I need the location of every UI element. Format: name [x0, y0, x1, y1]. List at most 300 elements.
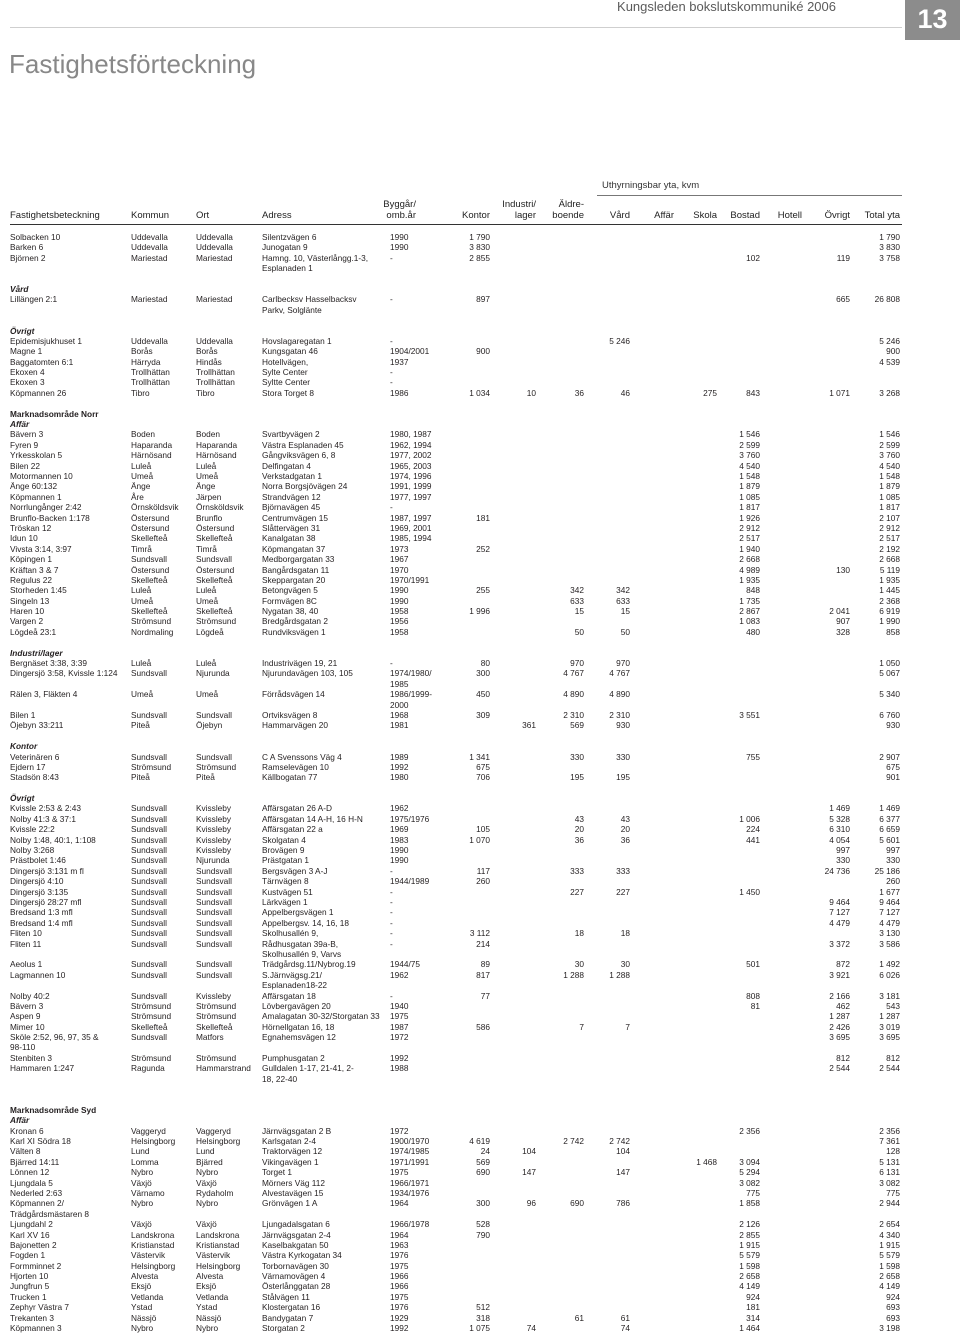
- table-cell: 1 677: [879, 886, 900, 897]
- table-cell: 930: [886, 720, 900, 731]
- table-row: [0, 450, 960, 460]
- table-cell: Nolby 3:268: [10, 845, 55, 856]
- table-cell: 5 579: [879, 1250, 900, 1261]
- table-cell: Nederled 2:63: [10, 1187, 63, 1198]
- table-cell: Amalagatan 30-32/Storgatan 33: [262, 1011, 380, 1022]
- table-cell: Ramselevägen 10: [262, 761, 329, 772]
- table-cell: 260: [476, 876, 490, 887]
- table-cell: Aspen 9: [10, 1011, 41, 1022]
- table-cell: 1 790: [879, 232, 900, 242]
- table-row: [0, 959, 960, 969]
- table-cell: Dingersjö 28:27 mfl: [10, 897, 82, 907]
- table-cell: Idun 10: [10, 533, 38, 544]
- table-cell: Västra Kyrkogatan 34: [262, 1250, 342, 1261]
- table-cell: 569: [476, 1156, 490, 1167]
- table-cell: 6 919: [879, 606, 900, 617]
- table-cell: 195: [616, 772, 630, 783]
- table-cell: Vaggeryd: [131, 1125, 166, 1136]
- table-cell: Medborgargatan 33: [262, 554, 335, 565]
- table-cell: 755: [746, 751, 760, 762]
- col-fastighetsbeteckning: Fastighetsbeteckning: [10, 210, 100, 221]
- col-affar: Affär: [654, 210, 674, 221]
- table-cell: Trucken 1: [10, 1291, 47, 1302]
- table-cell: -: [390, 897, 393, 907]
- table-cell: Strömsund: [196, 1052, 237, 1063]
- table-cell: 1977, 1997: [390, 491, 432, 502]
- table-cell: 2 668: [739, 554, 760, 565]
- table-cell: 3 130: [879, 928, 900, 939]
- table-cell: 1 817: [739, 502, 760, 513]
- table-cell: 1990: [390, 845, 409, 856]
- table-cell: Nolby 40:2: [10, 990, 50, 1001]
- table-cell: Borås: [131, 346, 153, 357]
- table-cell: 36: [574, 834, 584, 845]
- table-cell: 2 368: [879, 595, 900, 606]
- table-cell: 569: [570, 720, 584, 731]
- row-spacer: [0, 1094, 960, 1104]
- table-row: [0, 471, 960, 481]
- table-row: [0, 616, 960, 626]
- table-cell: Sundsvall: [131, 990, 167, 1001]
- table-cell: 1 790: [469, 232, 490, 242]
- table-cell: Alvesta: [131, 1271, 159, 1282]
- table-cell: 5 119: [879, 564, 900, 575]
- table-cell: 5 131: [879, 1156, 900, 1167]
- table-cell: 2 907: [879, 751, 900, 762]
- table-cell: Fliten 10: [10, 928, 42, 939]
- table-cell: 1 469: [829, 803, 850, 814]
- table-cell: 2000: [390, 699, 409, 710]
- header-rule: [10, 224, 902, 225]
- table-cell: Sköle 2:52, 96, 97, 35 &: [10, 1032, 99, 1043]
- table-cell: Hammaren 1:247: [10, 1063, 75, 1074]
- section-heading-label: Affär: [10, 1115, 30, 1126]
- table-cell: Västervik: [196, 1250, 231, 1261]
- table-cell: 2 192: [879, 543, 900, 554]
- table-row: [0, 991, 960, 1001]
- table-cell: Appelbergsvägen 1: [262, 907, 334, 918]
- table-cell: Bangårdsgatan 11: [262, 564, 330, 575]
- table-cell: Stenbiten 3: [10, 1052, 52, 1063]
- table-cell: 18: [620, 928, 630, 939]
- col-bostad: Bostad: [730, 210, 760, 221]
- table-row: [0, 762, 960, 772]
- table-cell: 3 112: [469, 928, 490, 939]
- table-cell: Strömsund: [131, 1000, 172, 1011]
- table-cell: 997: [886, 845, 900, 856]
- table-row: [0, 803, 960, 813]
- table-cell: 1 879: [739, 481, 760, 492]
- table-cell: 18, 22-40: [262, 1073, 298, 1084]
- table-cell: 119: [836, 252, 850, 263]
- table-row: [0, 1230, 960, 1240]
- table-cell: Kanalgatan 38: [262, 533, 316, 544]
- table-cell: 1974/1985: [390, 1146, 430, 1157]
- table-cell: Kvissleby: [196, 990, 232, 1001]
- page-number: 13: [905, 0, 960, 40]
- table-cell: Björnavägen 45: [262, 502, 321, 513]
- table-cell: Härryda: [131, 356, 161, 367]
- table-cell: Torbornavägen 30: [262, 1260, 329, 1271]
- table-row: [0, 1198, 960, 1208]
- table-row: [0, 554, 960, 564]
- table-cell: 6 659: [879, 824, 900, 835]
- table-cell: Svartbyvägen 2: [262, 429, 320, 440]
- table-cell: 2 742: [563, 1135, 584, 1146]
- table-row: [0, 866, 960, 876]
- table-cell: -: [390, 907, 393, 918]
- table-cell: Sundsvall: [131, 803, 167, 814]
- table-cell: 1975: [390, 1167, 409, 1178]
- table-cell: Härnösand: [196, 450, 237, 461]
- table-cell: 633: [616, 595, 630, 606]
- table-cell: 2 517: [739, 533, 760, 544]
- table-cell: 1966: [390, 1281, 409, 1292]
- table-cell: Köpmannen 3: [10, 1323, 62, 1333]
- table-cell: Brunflo-Backen 1:178: [10, 512, 90, 523]
- table-cell: 15: [620, 606, 630, 617]
- table-cell: 480: [746, 626, 760, 637]
- table-cell: 3 181: [879, 990, 900, 1001]
- table-cell: Sundsvall: [196, 907, 232, 918]
- table-cell: Tibro: [131, 387, 150, 398]
- table-row: [0, 752, 960, 762]
- table-cell: Esplanaden 1: [262, 263, 313, 274]
- table-cell: Sylte Center: [262, 367, 308, 378]
- table-cell: 3 094: [739, 1156, 760, 1167]
- table-row: [0, 710, 960, 720]
- table-cell: Vikingavägen 1: [262, 1156, 319, 1167]
- table-cell: 3 758: [879, 252, 900, 263]
- table-cell: 9 464: [829, 897, 850, 907]
- table-cell: 1974/1980/: [390, 668, 432, 679]
- table-cell: 1965, 2003: [390, 460, 432, 471]
- table-cell: Ragunda: [131, 1063, 165, 1074]
- table-cell: Strömsund: [131, 616, 172, 627]
- table-row: [0, 928, 960, 938]
- table-cell: Gångviksvägen 6, 8: [262, 450, 336, 461]
- table-cell: Trollhättan: [131, 377, 170, 388]
- table-cell: Hammarstrand: [196, 1063, 251, 1074]
- table-cell: 775: [746, 1187, 760, 1198]
- table-cell: 512: [476, 1302, 490, 1313]
- table-cell: Piteå: [196, 772, 215, 783]
- table-cell: 7: [579, 1021, 584, 1032]
- table-cell: Sundsvall: [196, 959, 232, 970]
- table-cell: 1 006: [739, 813, 760, 824]
- table-cell: 2 356: [739, 1125, 760, 1136]
- table-cell: 4 479: [879, 917, 900, 928]
- table-cell: Nybro: [196, 1323, 219, 1333]
- table-row: [0, 970, 960, 980]
- table-cell: 1 548: [739, 470, 760, 481]
- table-cell: Affärsgatan 26 A-D: [262, 803, 332, 814]
- table-cell: -: [390, 990, 393, 1001]
- table-cell: Sundsvall: [196, 876, 232, 887]
- table-cell: 4 890: [609, 689, 630, 700]
- table-cell: 675: [476, 761, 490, 772]
- table-cell: Hjorten 10: [10, 1271, 49, 1282]
- table-cell: 24 736: [824, 865, 850, 876]
- table-cell: Norra Borgsjövägen 24: [262, 481, 348, 492]
- table-cell: 333: [616, 865, 630, 876]
- table-cell: 790: [476, 1229, 490, 1240]
- table-cell: 43: [620, 813, 630, 824]
- table-cell: Esplanaden18-22: [262, 980, 328, 991]
- table-cell: Växjö: [131, 1177, 152, 1188]
- row-spacer: [0, 315, 960, 325]
- table-cell: Luleå: [131, 658, 152, 669]
- table-cell: 2 658: [739, 1271, 760, 1282]
- table-cell: 309: [476, 709, 490, 720]
- table-cell: Ljungdala 5: [10, 1177, 53, 1188]
- table-row: [0, 461, 960, 471]
- section-heading-label: Vård: [10, 283, 29, 294]
- table-row: [0, 305, 960, 315]
- table-row: [0, 1281, 960, 1291]
- table-cell: Kaselbakgatan 50: [262, 1239, 329, 1250]
- table-cell: 924: [746, 1291, 760, 1302]
- col-total-yta: Total yta: [864, 210, 900, 221]
- table-cell: 1980, 1987: [390, 429, 432, 440]
- table-cell: Stålvägen 11: [262, 1291, 310, 1302]
- table-row: [0, 523, 960, 533]
- table-cell: Köpmannen 2/: [10, 1198, 64, 1209]
- table-cell: Sundsvall: [196, 554, 232, 565]
- table-cell: 1992: [390, 1323, 409, 1333]
- table-cell: Bredgårdsgatan 2: [262, 616, 328, 627]
- table-cell: Skellefteå: [131, 533, 168, 544]
- table-cell: 5 067: [879, 668, 900, 679]
- table-cell: Motormannen 10: [10, 470, 73, 481]
- table-cell: Parkv, Solgläntе: [262, 304, 322, 315]
- table-cell: 1964: [390, 1229, 409, 1240]
- table-cell: Pumphusgatan 2: [262, 1052, 325, 1063]
- table-cell: Skolhusallén 9, Varvs: [262, 948, 342, 959]
- table-cell: 1987, 1997: [390, 512, 432, 523]
- table-row: [0, 1157, 960, 1167]
- table-cell: Välten 8: [10, 1146, 41, 1157]
- table-cell: Affärsgatan 14 A-H, 16 H-N: [262, 813, 363, 824]
- table-cell: 1972: [390, 1125, 409, 1136]
- table-row: [0, 429, 960, 439]
- table-row: [0, 918, 960, 928]
- table-row: [0, 876, 960, 886]
- table-cell: Kristianstad: [196, 1239, 240, 1250]
- table-cell: Sundsvall: [131, 959, 167, 970]
- table-cell: Helsingborg: [196, 1260, 241, 1271]
- table-cell: 1 735: [739, 595, 760, 606]
- table-row: [0, 585, 960, 595]
- table-cell: Mariestad: [131, 294, 168, 305]
- table-cell: Järpen: [196, 491, 222, 502]
- table-cell: 3 372: [829, 938, 850, 949]
- table-cell: 693: [886, 1312, 900, 1323]
- table-cell: Luleå: [196, 585, 217, 596]
- table-cell: Uddevalla: [131, 242, 168, 253]
- table-cell: Skellefteå: [131, 1021, 168, 1032]
- table-cell: Sundsvall: [131, 834, 167, 845]
- table-cell: Bandygatan 7: [262, 1312, 314, 1323]
- table-cell: 147: [522, 1167, 536, 1178]
- table-cell: Örnsköldsvik: [196, 502, 244, 513]
- table-cell: Traktorvägen 12: [262, 1146, 323, 1157]
- table-cell: Örnsköldsvik: [131, 502, 179, 513]
- table-cell: 1985, 1994: [390, 533, 432, 544]
- col-ovrigt: Övrigt: [824, 210, 850, 221]
- table-cell: Sundsvall: [131, 554, 167, 565]
- table-cell: 1944/75: [390, 959, 420, 970]
- table-row: [0, 1313, 960, 1323]
- table-cell: Åre: [131, 491, 144, 502]
- table-cell: Vivsta 3:14, 3:97: [10, 543, 72, 554]
- table-cell: -: [390, 658, 393, 669]
- table-cell: 1937: [390, 356, 409, 367]
- table-row: [0, 1178, 960, 1188]
- table-cell: 3 830: [879, 242, 900, 253]
- table-cell: Uddevalla: [131, 335, 168, 346]
- table-cell: 1990: [390, 585, 409, 596]
- table-row: [0, 1219, 960, 1229]
- table-cell: 1986/1999-: [390, 689, 432, 700]
- table-cell: 4 890: [563, 689, 584, 700]
- table-row: [0, 263, 960, 273]
- table-cell: Nordmaling: [131, 626, 174, 637]
- table-cell: Bilen 1: [10, 709, 36, 720]
- table-cell: 1986: [390, 387, 409, 398]
- table-cell: 342: [616, 585, 630, 596]
- table-cell: 80: [480, 658, 490, 669]
- table-cell: Barken 6: [10, 242, 44, 253]
- table-cell: Skellefteå: [196, 606, 233, 617]
- table-cell: 1 858: [739, 1198, 760, 1209]
- table-cell: Hotellvägen,: [262, 356, 309, 367]
- table-cell: Haren 10: [10, 606, 45, 617]
- table-cell: 1975: [390, 1260, 409, 1271]
- table-cell: Sundsvall: [131, 928, 167, 939]
- table-cell: 74: [526, 1323, 536, 1333]
- table-cell: 18: [574, 928, 584, 939]
- table-cell: 227: [616, 886, 630, 897]
- table-cell: Boden: [196, 429, 220, 440]
- section-heading: [0, 1115, 960, 1125]
- table-cell: Öjebyn: [196, 720, 223, 731]
- table-cell: 2 517: [879, 533, 900, 544]
- table-cell: 4 149: [739, 1281, 760, 1292]
- table-cell: Lärkvägen 1: [262, 897, 308, 907]
- table-cell: Sundsvall: [131, 917, 167, 928]
- table-cell: 5 246: [879, 335, 900, 346]
- table-cell: 2 658: [879, 1271, 900, 1282]
- section-heading: [0, 1105, 960, 1115]
- table-cell: 2 599: [879, 439, 900, 450]
- table-cell: Köpmangatan 37: [262, 543, 326, 554]
- table-cell: 693: [886, 1302, 900, 1313]
- table-cell: Kvissleby: [196, 845, 232, 856]
- table-cell: 633: [570, 595, 584, 606]
- table-cell: Kräftan 3 & 7: [10, 564, 59, 575]
- table-cell: 104: [616, 1146, 630, 1157]
- col-vard: Vård: [609, 210, 630, 221]
- table-cell: 5 601: [879, 834, 900, 845]
- table-cell: 2 356: [879, 1125, 900, 1136]
- section-heading-label: Övrigt: [10, 793, 35, 804]
- table-row: [0, 502, 960, 512]
- table-cell: 2 544: [829, 1063, 850, 1074]
- table-cell: 10: [526, 387, 536, 398]
- table-cell: 4 540: [739, 460, 760, 471]
- table-row: [0, 1001, 960, 1011]
- table-row: [0, 897, 960, 907]
- table-cell: 1 817: [879, 502, 900, 513]
- table-cell: 130: [836, 564, 850, 575]
- table-cell: -: [390, 367, 393, 378]
- table-cell: Storheden 1:45: [10, 585, 67, 596]
- table-cell: Ystad: [196, 1302, 218, 1313]
- table-cell: Sundsvall: [131, 813, 167, 824]
- table-cell: Stadsön 8:43: [10, 772, 59, 783]
- table-cell: 970: [616, 658, 630, 669]
- table-cell: 462: [836, 1000, 850, 1011]
- table-cell: Slåttervägen 31: [262, 522, 321, 533]
- table-cell: 255: [476, 585, 490, 596]
- table-cell: 1989: [390, 751, 409, 762]
- table-cell: Strömsund: [196, 761, 237, 772]
- table-cell: Ljungdahl 2: [10, 1219, 53, 1230]
- table-cell: 1 598: [739, 1260, 760, 1271]
- table-cell: Kvissle 22:2: [10, 824, 55, 835]
- table-cell: Ejdern 17: [10, 761, 46, 772]
- col-kontor: Kontor: [462, 210, 490, 221]
- table-cell: C A Svenssons Väg 4: [262, 751, 342, 762]
- table-cell: 2 107: [879, 512, 900, 523]
- table-cell: 89: [480, 959, 490, 970]
- table-cell: 1977, 2002: [390, 450, 432, 461]
- table-cell: Källbogatan 77: [262, 772, 318, 783]
- table-cell: 1 070: [469, 834, 490, 845]
- table-cell: 1 598: [879, 1260, 900, 1271]
- table-cell: 1967: [390, 554, 409, 565]
- table-cell: 2 310: [563, 709, 584, 720]
- table-cell: 318: [476, 1312, 490, 1323]
- table-row: [0, 1126, 960, 1136]
- table-cell: 501: [746, 959, 760, 970]
- table-cell: 543: [886, 1000, 900, 1011]
- section-heading-label: Affär: [10, 419, 30, 430]
- section-heading: [0, 741, 960, 751]
- table-cell: Köpmannen 1: [10, 491, 62, 502]
- table-row: [0, 939, 960, 949]
- table-cell: Mimer 10: [10, 1021, 45, 1032]
- table-row: [0, 440, 960, 450]
- table-cell: Karl XI Södra 18: [10, 1135, 71, 1146]
- table-cell: 1 071: [829, 387, 850, 398]
- table-cell: 1900/1970: [390, 1135, 430, 1146]
- table-cell: Kvissleby: [196, 824, 232, 835]
- table-cell: Järnvägsgatan 2-4: [262, 1229, 331, 1240]
- table-cell: Trekanten 3: [10, 1312, 54, 1323]
- table-cell: Bredsand 1:4 mfl: [10, 917, 73, 928]
- table-cell: 30: [574, 959, 584, 970]
- table-row: [0, 336, 960, 346]
- table-cell: Kvissleby: [196, 834, 232, 845]
- table-cell: 1 546: [879, 429, 900, 440]
- table-cell: Fogden 1: [10, 1250, 46, 1261]
- table-cell: Umeå: [196, 595, 219, 606]
- table-cell: Lillängen 2:1: [10, 294, 58, 305]
- table-cell: 817: [476, 969, 490, 980]
- table-cell: 342: [570, 585, 584, 596]
